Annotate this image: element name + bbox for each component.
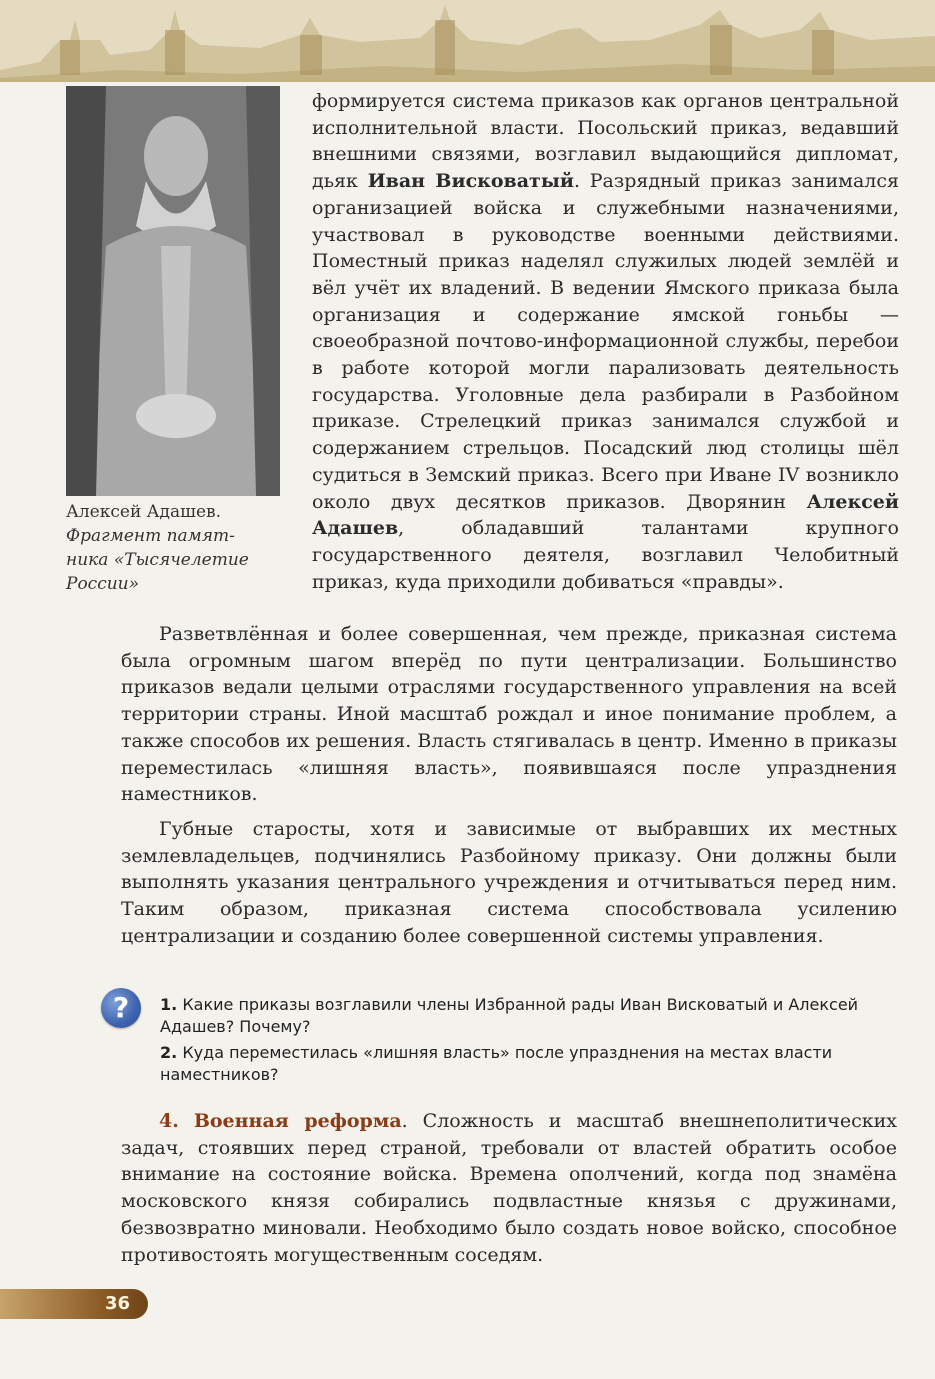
caption-line: Фрагмент памят- <box>66 526 235 546</box>
paragraph-centralization: Разветвлённая и более совершенная, чем прежде, приказная система была огромным шагом вперёд по пути централизации. Большинство приказов ведали целыми отраслями государственного управления на всей территории страны. Иной масштаб рождал и иное понимание проблем, а также способов их решения. Власть стягивалась в центр. Именно в приказы переместилась «лишняя власть», появившаяся после упразднения наместников. <box>121 623 897 806</box>
question-icon: ? <box>101 988 141 1028</box>
bold-name-adashev: Алексей Адашев <box>312 490 899 540</box>
bold-name-viskovaty: Иван Висковатый <box>367 170 574 193</box>
question-item: 1. Какие приказы возглавили члены Избранной рады Иван Висковатый и Алексей Адашев? Почему? <box>160 995 859 1036</box>
caption-line: ника «Тысячелетие <box>66 550 249 570</box>
paragraph-gubnye-starosty: Губные старосты, хотя и зависимые от выбравших их местных землевладельцев, подчинялись Разбойному приказу. Они должны были выполнять указания центрального учреждения и отчитываться перед ним. Таким образом, приказная система способствовала усилению централизации и созданию более совершенной системы управления. <box>121 818 897 947</box>
question-item: 2. Куда переместилась «лишняя власть» после упразднения на местах власти наместников? <box>160 1043 833 1084</box>
section-number: 4. <box>159 1110 179 1132</box>
adashev-monument-photo <box>66 86 280 496</box>
page-number-tab <box>0 1289 148 1319</box>
section-title: Военная реформа <box>193 1110 402 1132</box>
column-paragraph: формируется система приказов как органов центральной исполнительной власти. Посольский приказ, ведавший внешними связями, возглавил выдающийся дипломат, дьяк Иван Висковатый. Разрядный приказ занимался организацией войска и служебными назначениями, участвовал в руководстве военными действиями. Поместный приказ наделял служилых людей землёй и вёл учёт их владений. В ведении Ямского приказа была организация и содержание ямской гоньбы — своеобразной почтово-информационной службы, перебои в работе которой могли парализовать деятельность государства. Уголовные дела разбирали в Разбойном приказе. Стрелецкий приказ занимался службой и содержанием стрельцов. Посадский люд столицы шёл судиться в Земский приказ. Всего при Иване IV возникло около двух десятков приказов. Дворянин Алексей Адашев, обладавший талантами крупного государственного деятеля, возглавил Челобитный приказ, куда приходили добиваться «правды». <box>312 90 899 593</box>
caption-name: Алексей Адашев. <box>66 502 221 522</box>
section-military-reform <box>121 1108 897 1268</box>
page-number: 36 <box>104 1293 130 1314</box>
kremlin-skyline-illustration <box>0 0 935 82</box>
header-decorative-banner <box>0 0 935 82</box>
statue-image <box>66 86 280 496</box>
review-questions <box>160 994 900 1090</box>
photo-caption <box>66 500 286 596</box>
caption-line: России» <box>66 574 140 594</box>
section-text: . Сложность и масштаб внешнеполитических задач, стоявших перед страной, требовали от властей обратить особое внимание на состояние войска. Времена ополчений, когда под знамёна московского князя собирались подвластные князья с дружинами, безвозвратно миновали. Необходимо было создать новое войско, способное противостоять могущественным соседям. <box>121 1110 897 1266</box>
